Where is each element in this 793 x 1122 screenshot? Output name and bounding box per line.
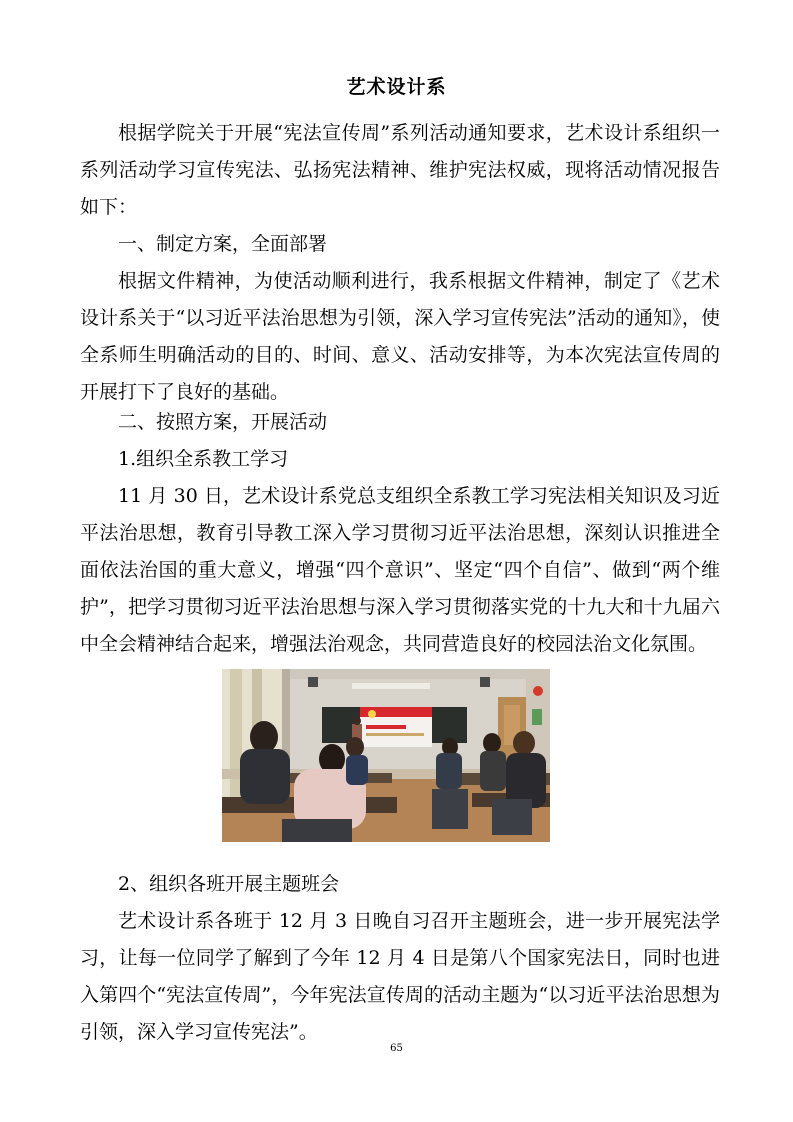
subsection-heading-1: 1.组织全系教工学习 [118, 448, 289, 470]
section-heading-2: 二、按照方案，开展活动 [118, 411, 328, 433]
subsection-heading-2: 2、组织各班开展主题班会 [118, 873, 340, 895]
page-title: 艺术设计系 [346, 76, 447, 98]
meeting-photo [222, 669, 550, 842]
subsection-2-paragraph: 艺术设计系各班于 12 月 3 日晚自习召开主题班会，进一步开展宪法学习，让每一位同学了解到了今年 12 月 4 日是第八个国家宪法日，同时也进入第四个“宪法宣传周”，今年宪法宣传周的活动主题为“以习近平法治思想为引领，深入学习宣传宪法”。 [80, 910, 720, 1043]
section-heading-1: 一、制定方案，全面部署 [118, 233, 328, 255]
page-number: 65 [390, 1043, 403, 1054]
meeting-photo-illustration [222, 669, 550, 842]
section-1-paragraph: 根据文件精神，为使活动顺利进行，我系根据文件精神，制定了《艺术设计系关于“以习近平法治思想为引领，深入学习宣传宪法”活动的通知》，使全系师生明确活动的目的、时间、意义、活动安排等，为本次宪法宣传周的开展打下了良好的基础。 [80, 270, 720, 403]
subsection-1-paragraph: 11 月 30 日，艺术设计系党总支组织全系教工学习宪法相关知识及习近平法治思想，教育引导教工深入学习贯彻习近平法治思想，深刻认识推进全面依法治国的重大意义，增强“四个意识”、坚定“四个自信”、做到“两个维护”，把学习贯彻习近平法治思想与深入学习贯彻落实党的十九大和十九届六中全会精神结合起来，增强法治观念，共同营造良好的校园法治文化氛围。 [80, 485, 720, 655]
intro-paragraph: 根据学院关于开展“宪法宣传周”系列活动通知要求，艺术设计系组织一系列活动学习宣传宪法、弘扬宪法精神、维护宪法权威，现将活动情况报告如下： [80, 122, 720, 218]
